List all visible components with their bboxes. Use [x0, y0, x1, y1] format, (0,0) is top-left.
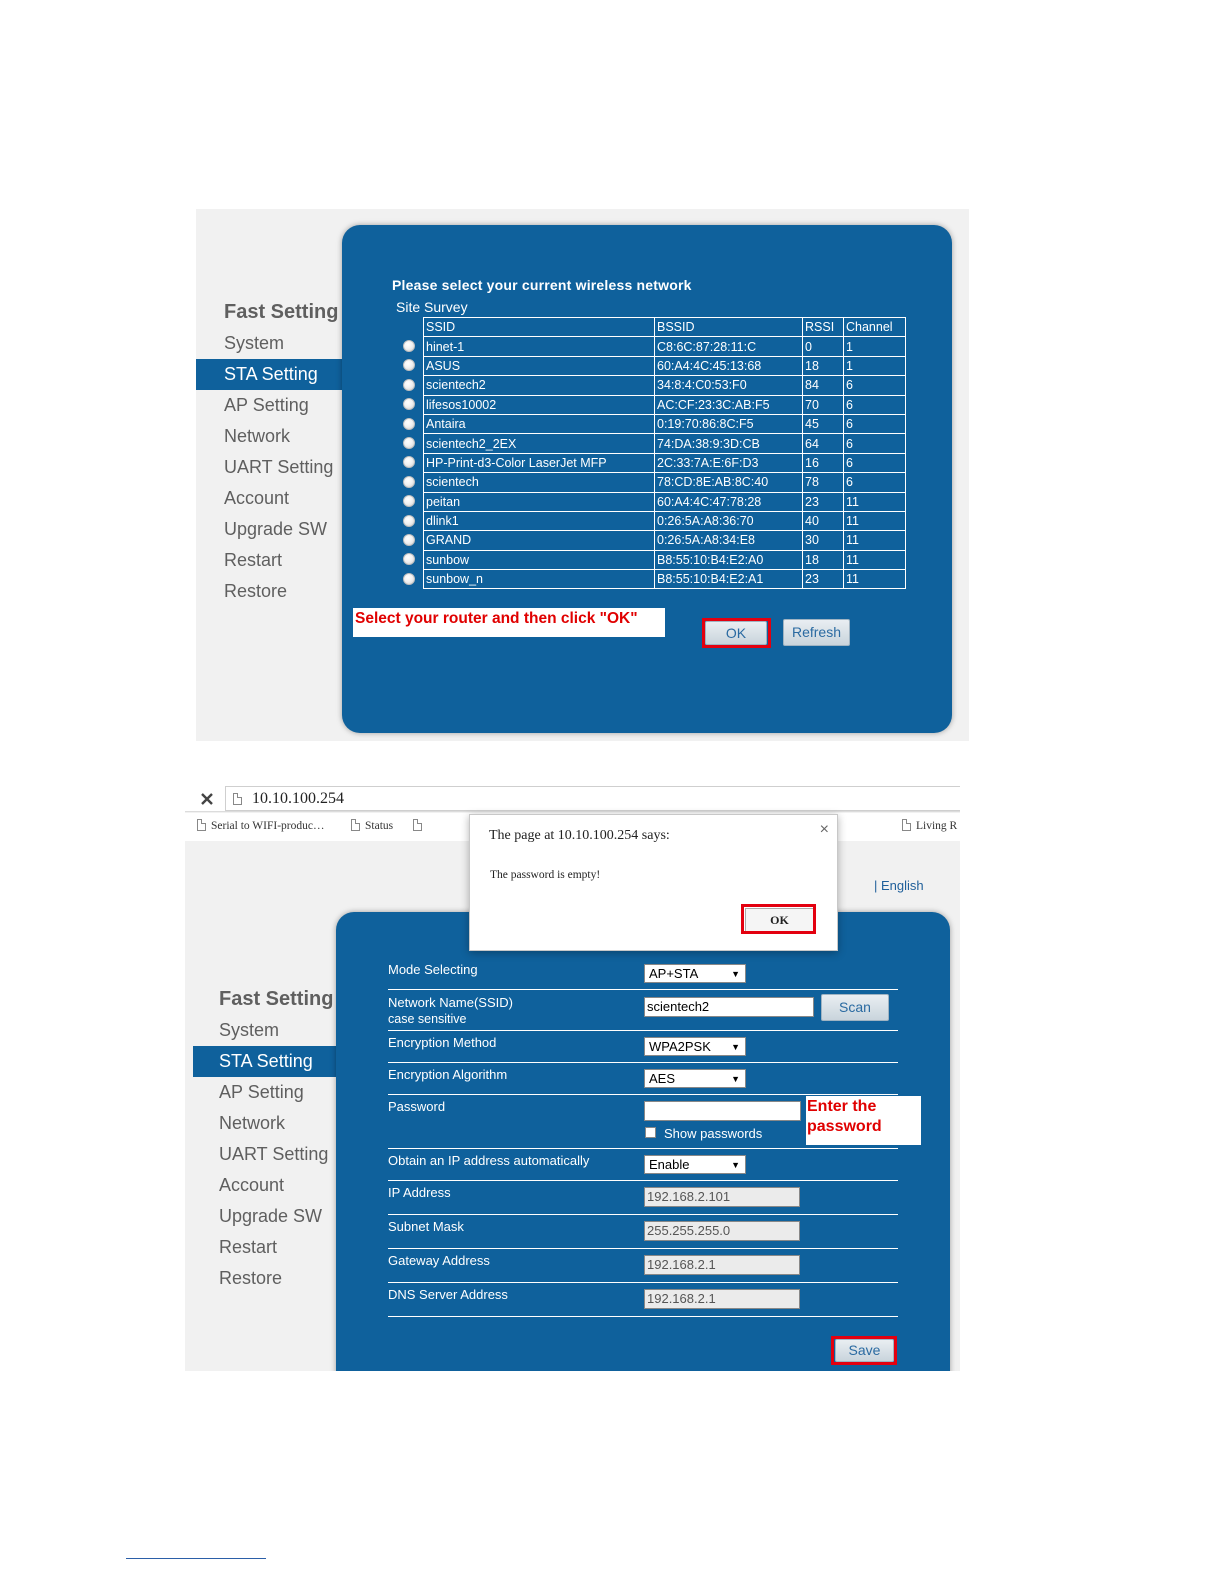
show-passwords-checkbox[interactable]: [645, 1127, 656, 1138]
bookmark-label: Status: [365, 820, 394, 832]
dns-label: DNS Server Address: [388, 1287, 508, 1302]
ssid-cell: peitan: [424, 492, 655, 511]
rssi-cell: 64: [803, 434, 844, 453]
ssid-cell: ASUS: [424, 356, 655, 375]
sta-setting-screenshot: [185, 786, 960, 1371]
bookmark-label: Serial to WIFI-produc…: [211, 820, 325, 832]
col-header-rssi: RSSI: [803, 318, 844, 337]
rssi-cell: 45: [803, 414, 844, 433]
ssid-cell: lifesos10002: [424, 395, 655, 414]
ssid-input[interactable]: scientech2: [644, 997, 814, 1017]
table-row[interactable]: [424, 414, 906, 433]
form-row-ip: [388, 1182, 898, 1215]
form-row-mask: [388, 1216, 898, 1249]
dropdown-arrow-icon: ▼: [731, 969, 740, 979]
password-note: Enter the password: [806, 1096, 921, 1145]
table-row[interactable]: [424, 511, 906, 530]
channel-cell: 6: [844, 473, 906, 492]
ssid-cell: GRAND: [424, 531, 655, 550]
mode-select[interactable]: [644, 964, 746, 983]
ssid-cell: scientech2_2EX: [424, 434, 655, 453]
form-row-ssid: [388, 991, 898, 1031]
url-field[interactable]: [225, 786, 960, 811]
site-survey-table: [423, 317, 906, 589]
network-radio[interactable]: [403, 476, 415, 488]
channel-cell: 6: [844, 453, 906, 472]
dialog-ok-highlight-box: [741, 904, 816, 934]
bookmark-serial-to-wifi[interactable]: [197, 819, 324, 832]
channel-cell: 6: [844, 395, 906, 414]
menu-account[interactable]: Account: [224, 488, 290, 508]
obtain-ip-value: Enable: [649, 1157, 690, 1172]
channel-cell: 1: [844, 337, 906, 356]
menu-account[interactable]: Account: [219, 1175, 285, 1195]
dropdown-arrow-icon: ▼: [731, 1042, 740, 1052]
rssi-cell: 23: [803, 570, 844, 589]
alert-dialog: [469, 814, 838, 951]
bssid-cell: 0:19:70:86:8C:F5: [655, 414, 803, 433]
channel-cell: 6: [844, 414, 906, 433]
network-radio[interactable]: [403, 553, 415, 565]
bssid-cell: AC:CF:23:3C:AB:F5: [655, 395, 803, 414]
bookmark-status[interactable]: [351, 819, 393, 832]
network-radio[interactable]: [403, 359, 415, 371]
form-row-obtain-ip: [388, 1150, 898, 1181]
menu-ap-setting[interactable]: AP Setting: [219, 1082, 304, 1102]
table-row[interactable]: [424, 531, 906, 550]
ssid-cell: scientech2: [424, 376, 655, 395]
bssid-cell: 2C:33:7A:E:6F:D3: [655, 453, 803, 472]
menu-uart-setting[interactable]: UART Setting: [219, 1144, 329, 1164]
menu-restore[interactable]: Restore: [219, 1268, 283, 1288]
network-radio[interactable]: [403, 456, 415, 468]
dialog-title: The page at 10.10.100.254 says:: [489, 828, 670, 843]
col-header-bssid: BSSID: [655, 318, 803, 337]
channel-cell: 11: [844, 492, 906, 511]
gateway-label: Gateway Address: [388, 1253, 490, 1268]
bssid-cell: 0:26:5A:A8:36:70: [655, 511, 803, 530]
bssid-cell: 74:DA:38:9:3D:CB: [655, 434, 803, 453]
ssid-label: Network Name(SSID): [388, 995, 513, 1010]
ok-highlight-box: [702, 618, 771, 648]
ssid-cell: sunbow: [424, 550, 655, 569]
close-icon[interactable]: [200, 792, 214, 806]
bssid-cell: B8:55:10:B4:E2:A1: [655, 570, 803, 589]
form-row-enc-method: [388, 1032, 898, 1063]
menu-network[interactable]: Network: [219, 1113, 286, 1133]
ssid-sublabel: case sensitive: [388, 1012, 467, 1026]
bssid-cell: 60:A4:4C:47:78:28: [655, 492, 803, 511]
page-icon: [351, 819, 360, 831]
save-button[interactable]: Save: [835, 1339, 894, 1362]
ssid-cell: dlink1: [424, 511, 655, 530]
ip-input[interactable]: 192.168.2.101: [644, 1187, 800, 1207]
ip-label: IP Address: [388, 1185, 451, 1200]
table-row[interactable]: [424, 356, 906, 375]
form-row-enc-alg: [388, 1064, 898, 1095]
bssid-cell: 0:26:5A:A8:34:E8: [655, 531, 803, 550]
dns-input[interactable]: 192.168.2.1: [644, 1289, 800, 1309]
rssi-cell: 78: [803, 473, 844, 492]
menu-ap-setting[interactable]: AP Setting: [224, 395, 309, 415]
page-icon: [233, 793, 242, 805]
enc-method-label: Encryption Method: [388, 1035, 497, 1050]
ssid-cell: sunbow_n: [424, 570, 655, 589]
rssi-cell: 18: [803, 356, 844, 375]
network-radio[interactable]: [403, 515, 415, 527]
channel-cell: 11: [844, 511, 906, 530]
refresh-button[interactable]: Refresh: [783, 619, 850, 646]
show-passwords-label: Show passwords: [664, 1126, 763, 1141]
bookmark-untitled[interactable]: [413, 819, 427, 832]
dialog-close-icon[interactable]: ×: [819, 821, 829, 838]
channel-cell: 11: [844, 531, 906, 550]
ssid-cell: HP-Print-d3-Color LaserJet MFP: [424, 453, 655, 472]
ssid-cell: Antaira: [424, 414, 655, 433]
bssid-cell: 34:8:4:C0:53:F0: [655, 376, 803, 395]
rssi-cell: 70: [803, 395, 844, 414]
site-survey-panel: [342, 225, 952, 733]
table-row[interactable]: [424, 473, 906, 492]
page-icon: [413, 819, 422, 831]
channel-cell: 11: [844, 550, 906, 569]
enc-alg-value: AES: [649, 1071, 676, 1086]
table-row[interactable]: [424, 453, 906, 472]
rssi-cell: 84: [803, 376, 844, 395]
menu-system[interactable]: System: [224, 333, 285, 353]
rssi-cell: 0: [803, 337, 844, 356]
page-icon: [902, 819, 911, 831]
enc-alg-label: Encryption Algorithm: [388, 1067, 508, 1082]
channel-cell: 6: [844, 376, 906, 395]
bssid-cell: B8:55:10:B4:E2:A0: [655, 550, 803, 569]
table-row[interactable]: [424, 337, 906, 356]
menu-network[interactable]: Network: [224, 426, 291, 446]
rssi-cell: 23: [803, 492, 844, 511]
obtain-ip-select[interactable]: [644, 1155, 746, 1174]
channel-cell: 11: [844, 570, 906, 589]
form-row-dns: [388, 1284, 898, 1317]
network-radio[interactable]: [403, 379, 415, 391]
network-radio[interactable]: [403, 534, 415, 546]
ok-button[interactable]: OK: [705, 621, 767, 645]
menu-fast-setting[interactable]: Fast Setting: [219, 988, 334, 1010]
table-row[interactable]: [424, 550, 906, 569]
scan-button[interactable]: Scan: [821, 994, 889, 1021]
channel-cell: 6: [844, 434, 906, 453]
table-row[interactable]: [424, 492, 906, 511]
table-row[interactable]: [424, 395, 906, 414]
password-input[interactable]: [644, 1101, 801, 1121]
ssid-cell: hinet-1: [424, 337, 655, 356]
bookmark-label: Living R: [916, 820, 958, 832]
rssi-cell: 16: [803, 453, 844, 472]
menu-uart-setting[interactable]: UART Setting: [224, 457, 334, 477]
bookmark-living[interactable]: [902, 819, 957, 832]
col-header-channel: Channel: [844, 318, 906, 337]
bssid-cell: C8:6C:87:28:11:C: [655, 337, 803, 356]
mask-input[interactable]: 255.255.255.0: [644, 1221, 800, 1241]
network-radio[interactable]: [403, 495, 415, 507]
enc-alg-select[interactable]: [644, 1069, 746, 1088]
side-menu: [196, 297, 342, 607]
site-survey-label: Site Survey: [396, 299, 468, 315]
bssid-cell: 78:CD:8E:AB:8C:40: [655, 473, 803, 492]
menu-upgrade-sw[interactable]: Upgrade SW: [224, 519, 328, 539]
network-radio[interactable]: [403, 573, 415, 585]
language-link[interactable]: | English: [874, 878, 924, 893]
site-survey-screenshot: [196, 209, 969, 741]
rssi-cell: 18: [803, 550, 844, 569]
rssi-cell: 40: [803, 511, 844, 530]
dropdown-arrow-icon: ▼: [731, 1074, 740, 1084]
dropdown-arrow-icon: ▼: [731, 1160, 740, 1170]
page-icon: [197, 819, 206, 831]
obtain-ip-label: Obtain an IP address automatically: [388, 1153, 590, 1168]
menu-sta-setting[interactable]: STA Setting: [193, 1046, 336, 1077]
mask-label: Subnet Mask: [388, 1219, 464, 1234]
form-row-mode: [388, 959, 898, 990]
menu-sta-setting[interactable]: STA Setting: [196, 359, 342, 390]
url-text: 10.10.100.254: [252, 790, 344, 807]
network-radio[interactable]: [403, 437, 415, 449]
mode-value: AP+STA: [649, 966, 699, 981]
menu-upgrade-sw[interactable]: Upgrade SW: [219, 1206, 323, 1226]
table-row[interactable]: [424, 376, 906, 395]
instruction-note: Select your router and then click "OK": [353, 608, 665, 637]
network-radio[interactable]: [403, 398, 415, 410]
dialog-message: The password is empty!: [490, 869, 601, 881]
menu-restart[interactable]: Restart: [219, 1237, 278, 1257]
enc-method-select[interactable]: [644, 1037, 746, 1056]
menu-restore[interactable]: Restore: [224, 581, 288, 601]
table-header-row: [424, 318, 906, 337]
menu-system[interactable]: System: [219, 1020, 280, 1040]
network-radio[interactable]: [403, 418, 415, 430]
ssid-cell: scientech: [424, 473, 655, 492]
channel-cell: 1: [844, 356, 906, 375]
gateway-input[interactable]: 192.168.2.1: [644, 1255, 800, 1275]
menu-restart[interactable]: Restart: [224, 550, 283, 570]
rssi-cell: 30: [803, 531, 844, 550]
password-label: Password: [388, 1099, 446, 1114]
network-radio[interactable]: [403, 340, 415, 352]
dialog-ok-button[interactable]: OK: [745, 908, 814, 932]
menu-fast-setting[interactable]: Fast Setting: [224, 301, 339, 323]
table-row[interactable]: [424, 570, 906, 589]
panel-title: Please select your current wireless network: [392, 277, 692, 293]
footnote-rule: [126, 1558, 266, 1559]
col-header-ssid: SSID: [424, 318, 655, 337]
browser-address-bar: [185, 786, 960, 812]
mode-label: Mode Selecting: [388, 962, 478, 977]
save-highlight-box: [831, 1336, 897, 1365]
bssid-cell: 60:A4:4C:45:13:68: [655, 356, 803, 375]
form-row-gateway: [388, 1250, 898, 1283]
enc-method-value: WPA2PSK: [649, 1039, 711, 1054]
side-menu: [185, 984, 336, 1294]
table-row[interactable]: [424, 434, 906, 453]
